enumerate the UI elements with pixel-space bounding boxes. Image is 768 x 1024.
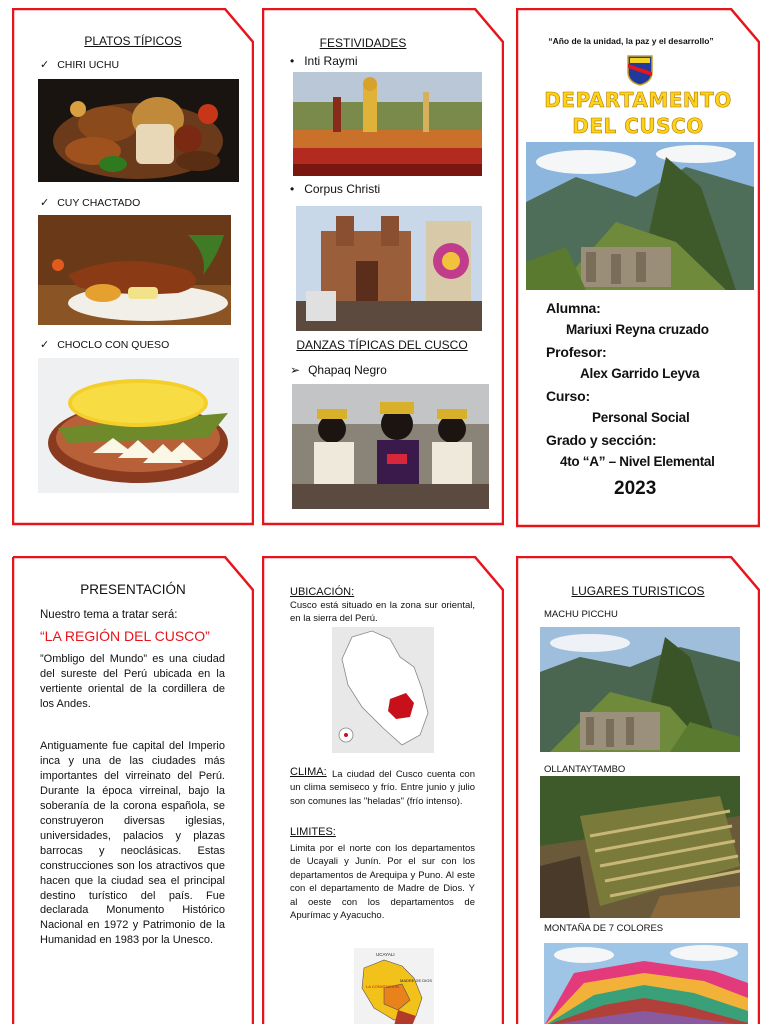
- photo-cuy-chactado: [38, 215, 231, 325]
- panel-ubicacion: [262, 556, 504, 1024]
- place-label-montana-7-colores: MONTAÑA DE 7 COLORES: [544, 923, 664, 934]
- list-item-chiri-uchu: [40, 58, 119, 71]
- profesor-value: Alex Garrido Leyva: [580, 366, 700, 381]
- map-label-ucayali: UCAYALI: [376, 952, 395, 957]
- section-title-platos: PLATOS TÍPICOS: [84, 34, 182, 48]
- photo-corpus-christi: [296, 206, 482, 331]
- item-label: CUY CHACTADO: [57, 196, 141, 209]
- limites-text: Limita por el norte con los departamentos de Ucayali y Junín. Por el sur con los departamentos de Arequipa y Puno. Al este con el departamento de Madre de Dios. Y al oeste con los departamentos de Apurímac y Ayacucho.: [290, 843, 475, 922]
- item-label: Inti Raymi: [304, 54, 358, 68]
- bullet-icon: •: [290, 54, 295, 68]
- check-icon: ✓: [40, 197, 50, 209]
- clima-text: La ciudad del Cusco cuenta con un clima semiseco y frío. Entre junio y julio son comunes las "heladas" (frío intenso).: [290, 769, 475, 807]
- place-label-machu-picchu: MACHU PICCHU: [544, 609, 618, 620]
- intro-paragraph: ”Ombligo del Mundo” es una ciudad del sureste del Perú ubicada en la vertiente oriental de la cordillera de los Andes.: [40, 653, 225, 710]
- cover-title-line2: DEL CUSCO: [572, 114, 704, 138]
- list-item-choclo-con-queso: [40, 338, 169, 351]
- photo-machu-picchu: [540, 627, 740, 752]
- map-cusco-provinces: [354, 948, 434, 1024]
- curso-value: Personal Social: [592, 410, 690, 425]
- section-title-danzas: DANZAS TÍPICAS DEL CUSCO: [296, 338, 468, 352]
- panel-platos-tipicos: [12, 8, 254, 526]
- list-item-qhapaq-negro: [290, 363, 387, 377]
- item-label: CHIRI UCHU: [57, 58, 120, 71]
- photo-ollantaytambo: [540, 776, 740, 918]
- item-label: Qhapaq Negro: [308, 363, 387, 377]
- list-item-cuy-chactado: [40, 196, 140, 209]
- panel-portada: [516, 8, 760, 528]
- item-label: CHOCLO CON QUESO: [57, 338, 170, 351]
- panel-lugares-turisticos: [516, 556, 760, 1024]
- map-label-la-convencion: LA CONVENCION: [366, 984, 399, 989]
- place-label-ollantaytambo: OLLANTAYTAMBO: [544, 764, 626, 775]
- grado-value: 4to “A” – Nivel Elemental: [560, 454, 715, 469]
- bullet-icon: •: [290, 182, 295, 196]
- history-paragraph: Antiguamente fue capital del Imperio inca y una de las ciudades más importantes del virreinato del Perú. Durante la época virreinal, bajo la soberanía de la corona española, se construyeron diversas iglesias, universidades, palacios y plazas barrocas y neoclásicas. Estas construcciones son los atractivos que hacen que la ciudad sea el principal destino turístico del país. Fue declarada Monumento Histórico Nacional en 1972 y Patrimonio de la Humanidad en 1983 por la Unesco.: [40, 740, 225, 947]
- limites-title: LIMITES:: [290, 826, 336, 838]
- alumna-value: Mariuxi Reyna cruzado: [566, 322, 709, 337]
- photo-machu-picchu-cover: [526, 142, 754, 290]
- check-icon: ✓: [40, 339, 50, 351]
- photo-chiri-uchu: [38, 79, 239, 182]
- panel-festividades: [262, 8, 504, 526]
- panel-presentacion: [12, 556, 254, 1024]
- section-title-festividades: FESTIVIDADES: [319, 36, 407, 50]
- grado-label: Grado y sección:: [546, 432, 657, 448]
- map-peru-cusco: [332, 627, 434, 753]
- ubicacion-title: UBICACIÓN:: [290, 586, 355, 598]
- intro-text: Nuestro tema a tratar será:: [40, 609, 178, 621]
- check-icon: ✓: [40, 59, 50, 71]
- section-title-lugares: LUGARES TURISTICOS: [571, 584, 705, 598]
- item-label: Corpus Christi: [304, 182, 381, 196]
- section-title-presentacion: PRESENTACIÓN: [80, 582, 186, 597]
- arrow-icon: ➢: [290, 363, 301, 377]
- year-text: 2023: [614, 478, 657, 499]
- photo-inti-raymi: [293, 72, 482, 176]
- highlight-title: “LA REGIÓN DEL CUSCO”: [40, 628, 210, 644]
- list-item-corpus-christi: [290, 182, 380, 196]
- cover-title-line1: DEPARTAMENTO: [544, 88, 732, 112]
- alumna-label: Alumna:: [546, 300, 601, 316]
- photo-montana-7-colores: [544, 943, 748, 1024]
- school-crest-logo: [626, 54, 654, 86]
- map-label-madre-de-dios: MADRE DE DIOS: [400, 978, 433, 983]
- photo-choclo-con-queso: [38, 358, 239, 493]
- ubicacion-text: Cusco está situado en la zona sur oriental, en la sierra del Perú.: [290, 600, 475, 624]
- clima-title: CLIMA:: [290, 766, 327, 778]
- motto-text: “Año de la unidad, la paz y el desarrollo”: [548, 36, 714, 46]
- profesor-label: Profesor:: [546, 344, 607, 360]
- list-item-inti-raymi: [290, 54, 358, 68]
- curso-label: Curso:: [546, 388, 590, 404]
- photo-qhapaq-negro: [292, 384, 489, 509]
